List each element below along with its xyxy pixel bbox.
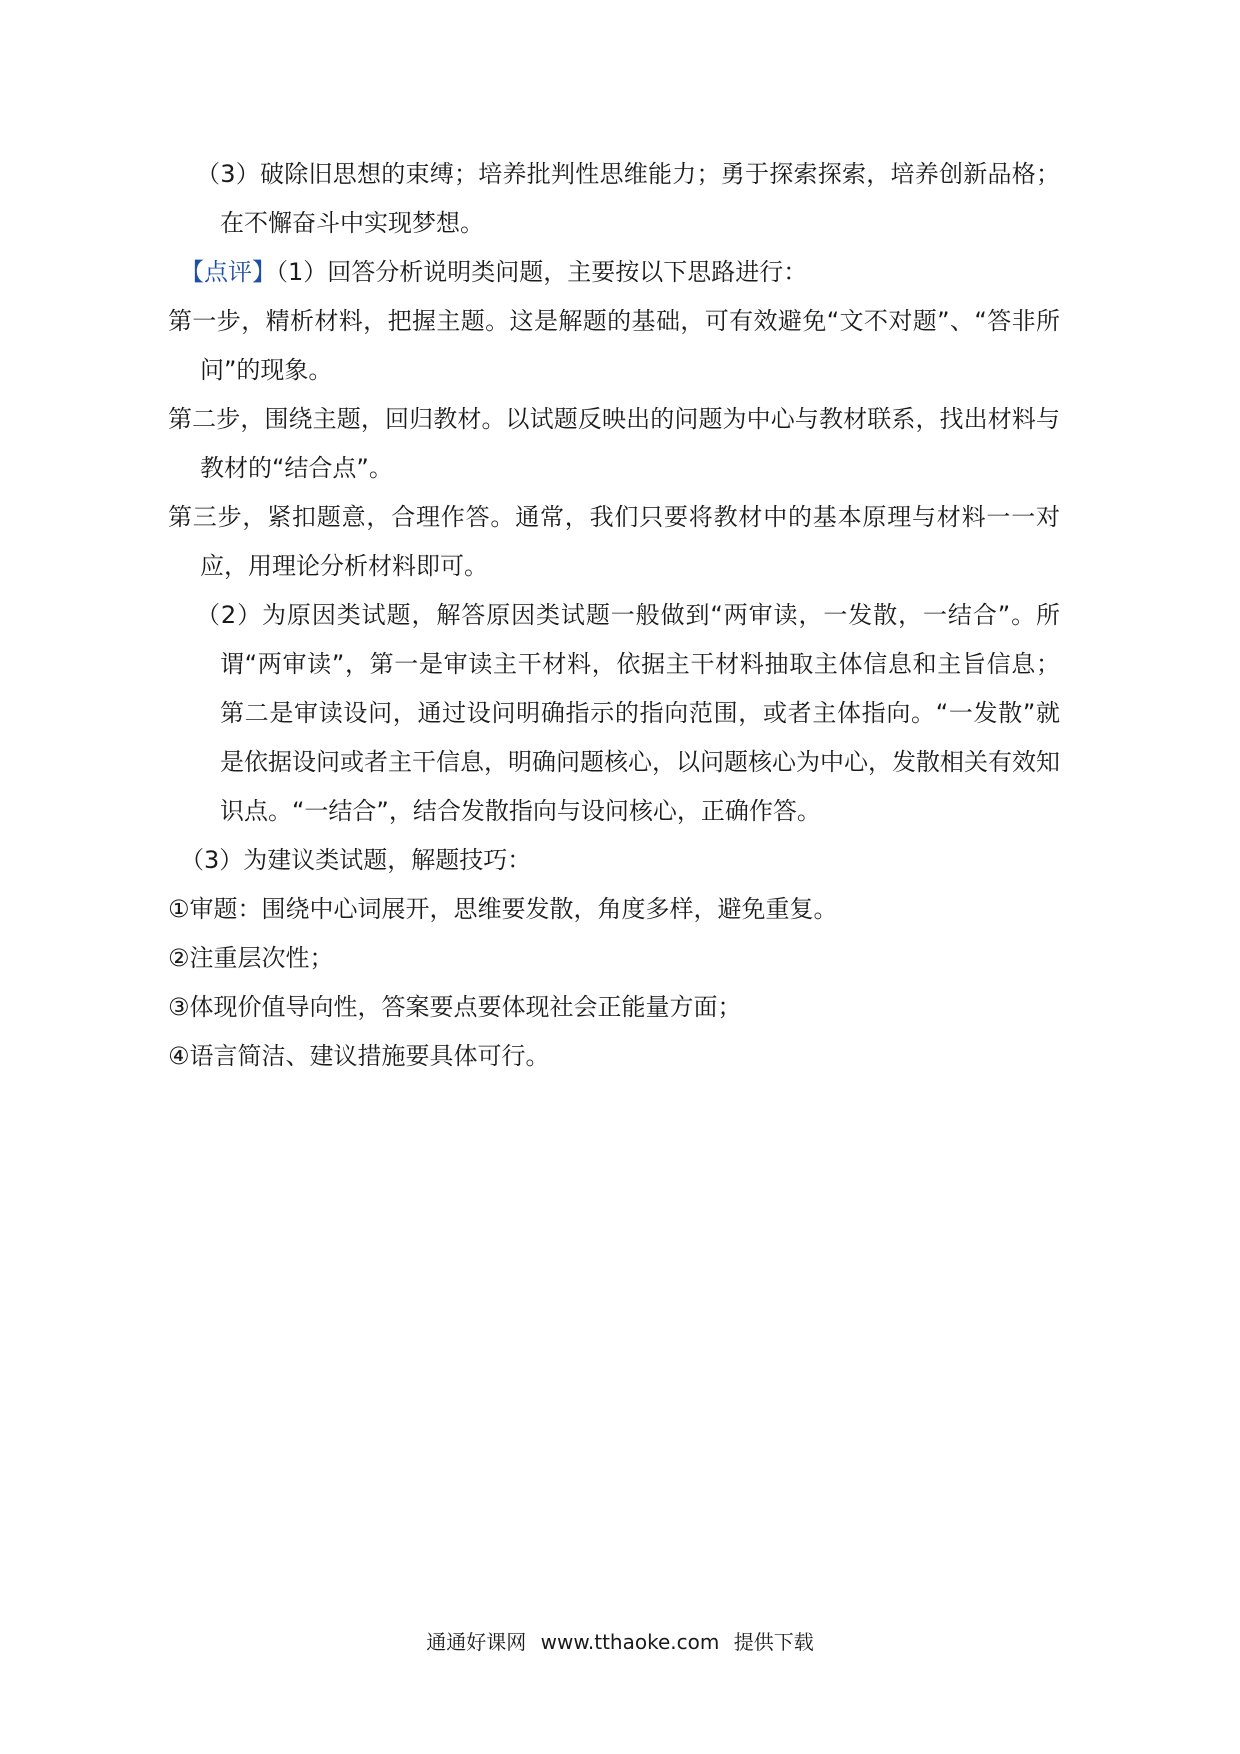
part-2-paragraph: （2）为原因类试题，解答原因类试题一般做到“两审读，一发散，一结合”。所谓“两审读”，第一是审读主干材料，依据主干材料抽取主体信息和主旨信息；第二是审读设问，通过设问明确指示的指向范围，或者主体指向。“一发散”就是依据设问或者主干信息，明确问题核心，以问题核心为中心，发散相关有效知识点。“一结合”，结合发散指向与设问核心，正确作答。 — [196, 601, 1060, 825]
step-2-paragraph: 第二步，围绕主题，回归教材。以试题反映出的问题为中心与教材联系，找出材料与教材的“结合点”。 — [168, 405, 1060, 482]
document-body — [168, 150, 1060, 1081]
part-3-heading: （3）为建议类试题，解题技巧： — [180, 846, 532, 874]
answer-3-paragraph: （3）破除旧思想的束缚；培养批判性思维能力；勇于探索探索，培养创新品格；在不懈奋斗中实现梦想。 — [196, 160, 1060, 237]
tip-1: ①审题：围绕中心词展开，思维要发散，角度多样，避免重复。 — [168, 895, 838, 923]
footer-site-name: 通通好课网 — [426, 1630, 527, 1654]
tip-3: ③体现价值导向性，答案要点要体现社会正能量方面； — [168, 993, 742, 1021]
tip-4: ④语言简洁、建议措施要具体可行。 — [168, 1042, 550, 1070]
step-3-paragraph: 第三步，紧扣题意，合理作答。通常，我们只要将教材中的基本原理与材料一一对应，用理论分析材料即可。 — [168, 503, 1060, 580]
footer-suffix: 提供下载 — [733, 1630, 814, 1654]
step-1-paragraph: 第一步，精析材料，把握主题。这是解题的基础，可有效避免“文不对题”、“答非所问”的现象。 — [168, 307, 1060, 384]
comment-intro-paragraph — [180, 248, 1060, 297]
comment-intro-text: （1）回答分析说明类问题，主要按以下思路进行： — [276, 258, 808, 286]
tip-2: ②注重层次性； — [168, 944, 334, 972]
page-footer — [0, 1628, 1240, 1656]
comment-tag: 【点评】 — [180, 258, 276, 286]
footer-url-link[interactable]: www.tthaoke.com — [540, 1630, 720, 1654]
